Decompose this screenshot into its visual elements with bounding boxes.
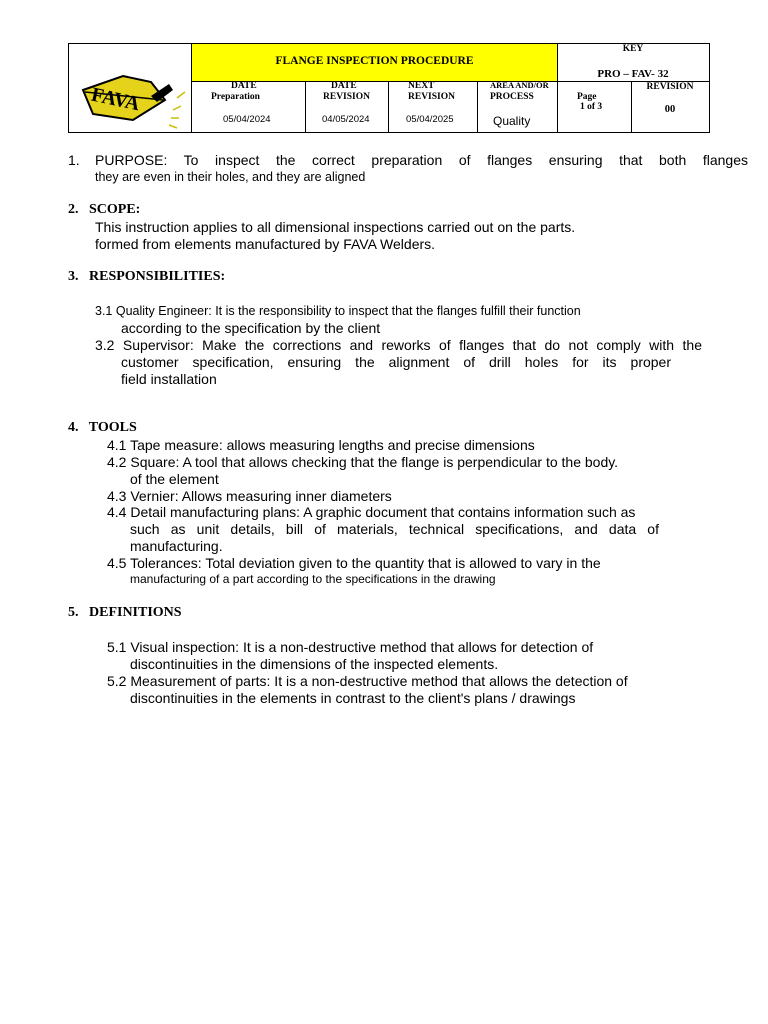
responsibility-2-line-1: 3.2 Supervisor: Make the corrections and reworks of flanges that do not comply with the (95, 337, 702, 353)
area-label-1: AREA AND/OR (490, 80, 549, 90)
next-rev-label-1: NEXT (408, 81, 435, 91)
definition-2-line-1: 5.2 Measurement of parts: It is a non-destructive method that allows the detection of (107, 673, 628, 689)
date-prep-label-2: Preparation (211, 92, 260, 102)
page-label-2: 1 of 3 (580, 102, 603, 112)
revision-label: REVISION (646, 82, 694, 92)
key-value: PRO – FAV- 32 (597, 68, 669, 80)
next-rev-value: 05/04/2025 (406, 114, 454, 125)
responsibility-2-line-2: customer specification, ensuring the alignment of drill holes for its proper (121, 354, 671, 370)
revision-value: 00 (664, 104, 676, 115)
logo-text: FAVA (89, 83, 142, 116)
responsibility-1-line-2: according to the specification by the client (121, 320, 381, 336)
scope-heading: 2. SCOPE: (68, 202, 141, 217)
document-header (68, 43, 710, 133)
document-title: FLANGE INSPECTION PROCEDURE (275, 55, 474, 67)
page-label-1: Page (577, 92, 597, 102)
scope-line-2: formed from elements manufactured by FAVA Welders. (95, 236, 436, 252)
date-rev-label-2: REVISION (323, 92, 370, 102)
definitions-heading: 5. DEFINITIONS (68, 605, 182, 620)
next-rev-label-2: REVISION (408, 92, 455, 102)
responsibilities-heading: 3. RESPONSIBILITIES: (68, 269, 226, 284)
tool-4-line-2: such as unit details, bill of materials, technical specifications, and data of (130, 521, 659, 537)
date-rev-value: 04/05/2024 (322, 114, 370, 125)
date-prep-label-1: DATE (231, 81, 257, 91)
date-rev-label-1: DATE (331, 81, 357, 91)
area-value: Quality (493, 114, 531, 128)
tool-2-line-1: 4.2 Square: A tool that allows checking that the flange is perpendicular to the body. (107, 454, 619, 470)
fava-logo (73, 70, 187, 130)
tool-2-line-2: of the element (130, 471, 219, 487)
area-label-2: PROCESS (490, 92, 534, 102)
definition-1-line-2: discontinuities in the dimensions of the inspected elements. (130, 656, 499, 672)
tool-5-line-2: manufacturing of a part according to the specifications in the drawing (130, 572, 496, 586)
tool-1: 4.1 Tape measure: allows measuring lengths and precise dimensions (107, 437, 535, 453)
tool-5-line-1: 4.5 Tolerances: Total deviation given to the quantity that is allowed to vary in the (107, 555, 601, 571)
definition-2-line-2: discontinuities in the elements in contrast to the client's plans / drawings (130, 690, 576, 706)
tool-4-line-1: 4.4 Detail manufacturing plans: A graphic document that contains information such as (107, 504, 636, 520)
tool-4-line-3: manufacturing. (130, 538, 223, 554)
tool-3: 4.3 Vernier: Allows measuring inner diameters (107, 488, 392, 504)
purpose-line-1: PURPOSE: To inspect the correct preparation of flanges ensuring that both flanges (95, 152, 748, 168)
date-prep-value: 05/04/2024 (223, 114, 271, 125)
key-label: KEY (622, 44, 644, 54)
purpose-line-2: they are even in their holes, and they are aligned (95, 170, 366, 184)
responsibility-2-line-3: field installation (121, 371, 217, 387)
tools-heading: 4. TOOLS (68, 420, 137, 435)
purpose-number: 1. (68, 152, 80, 168)
scope-line-1: This instruction applies to all dimensional inspections carried out on the parts. (95, 219, 576, 235)
responsibility-1-line-1: 3.1 Quality Engineer: It is the responsibility to inspect that the flanges fulfill their function (95, 304, 581, 318)
definition-1-line-1: 5.1 Visual inspection: It is a non-destructive method that allows for detection of (107, 639, 594, 655)
